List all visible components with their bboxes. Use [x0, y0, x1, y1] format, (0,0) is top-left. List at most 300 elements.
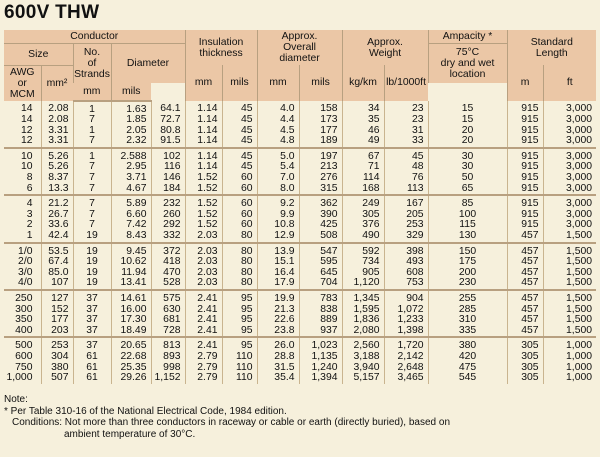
table-cell: 21.2: [41, 195, 73, 210]
table-cell: 12: [20, 124, 33, 136]
table-cell: 35.4: [257, 373, 299, 384]
table-cell: 300: [15, 303, 33, 315]
table-cell: 232: [151, 195, 185, 210]
table-cell: 3,000: [543, 184, 596, 196]
table-cell: 31.5: [257, 363, 299, 374]
table-cell: 595: [299, 257, 342, 268]
table-cell: 2.41: [185, 305, 222, 316]
table-cell: 48: [384, 162, 428, 173]
table-cell: 398: [384, 243, 428, 258]
table-cell: 704: [299, 278, 342, 290]
table-cell: 310: [428, 315, 507, 326]
table-cell: 42.4: [41, 231, 73, 243]
table-cell: 95: [222, 315, 257, 326]
table-cell: 85: [428, 195, 507, 210]
table-cell: 915: [507, 136, 543, 148]
table-cell: 7.42: [111, 220, 151, 231]
note-line-3: ambient temperature of 30°C.: [64, 428, 196, 440]
table-cell: 600: [15, 350, 33, 362]
table-cell: 608: [384, 268, 428, 279]
table-cell: 80: [222, 257, 257, 268]
table-cell: 493: [384, 257, 428, 268]
table-cell: 1,500: [543, 315, 596, 326]
table-cell: 2.79: [185, 352, 222, 363]
table-cell: 457: [507, 243, 543, 258]
table-cell: 17.9: [257, 278, 299, 290]
table-cell: 95: [222, 305, 257, 316]
table-cell: 3,940: [342, 363, 384, 374]
table-cell: 1.14: [185, 148, 222, 163]
table-cell: 305: [507, 363, 543, 374]
table-cell: 22.6: [257, 315, 299, 326]
table-cell: 19: [73, 268, 111, 279]
table-cell: 100: [428, 210, 507, 221]
table-cell: 1,500: [543, 326, 596, 338]
table-cell: 3,000: [543, 101, 596, 116]
table-cell: 305: [507, 352, 543, 363]
table-cell: 17.30: [111, 315, 151, 326]
table-cell: 45: [222, 162, 257, 173]
table-cell: 1,135: [299, 352, 342, 363]
table-cell: 1,500: [543, 268, 596, 279]
table-cell: 45: [222, 136, 257, 148]
table-cell: 915: [507, 115, 543, 126]
table-row: [4, 373, 596, 384]
table-cell: 158: [299, 101, 342, 116]
table-row: [4, 243, 596, 258]
table-row: [4, 136, 596, 148]
table-cell: 470: [151, 268, 185, 279]
table-cell: 3,000: [543, 126, 596, 137]
table-cell: 249: [342, 195, 384, 210]
note-label: Note:: [4, 394, 28, 405]
table-cell: 418: [151, 257, 185, 268]
table-cell: 67.4: [41, 257, 73, 268]
table-cell: 1,394: [299, 373, 342, 384]
table-cell: 110: [222, 352, 257, 363]
table-cell: 102: [151, 148, 185, 163]
table-cell: 6: [26, 182, 33, 194]
table-cell: 3.71: [111, 173, 151, 184]
table-cell: 95: [222, 290, 257, 305]
table-cell: 61: [73, 373, 111, 384]
table-cell: 2.41: [185, 315, 222, 326]
table-cell: 276: [299, 173, 342, 184]
table-cell: 1/0: [4, 243, 41, 258]
table-cell: 2,560: [342, 337, 384, 352]
table-cell: 1.14: [185, 115, 222, 126]
table-cell: 3.31: [41, 126, 73, 137]
table-cell: 5.89: [111, 195, 151, 210]
table-cell: 5.26: [41, 148, 73, 163]
table-cell: 305: [507, 373, 543, 384]
table-cell: 681: [151, 315, 185, 326]
table-cell: 175: [428, 257, 507, 268]
table-cell: 457: [507, 326, 543, 338]
table-cell: 372: [151, 243, 185, 258]
table-cell: 380: [41, 363, 73, 374]
table-cell: 46: [342, 126, 384, 137]
table-cell: 25.35: [111, 363, 151, 374]
table-cell: 28.8: [257, 352, 299, 363]
table-cell: 915: [507, 126, 543, 137]
table-cell: 425: [299, 220, 342, 231]
table-cell: 21.3: [257, 305, 299, 316]
table-cell: 22.68: [111, 352, 151, 363]
table-cell: 1,023: [299, 337, 342, 352]
table-cell: 7: [73, 220, 111, 231]
table-cell: 7: [73, 173, 111, 184]
table-cell: 915: [507, 148, 543, 163]
table-cell: 53.5: [41, 243, 73, 258]
table-row: [4, 326, 596, 338]
table-cell: 420: [428, 352, 507, 363]
table-row: [4, 278, 596, 290]
table-cell: 1,345: [342, 290, 384, 305]
table-cell: 3: [26, 208, 33, 220]
table-cell: 45: [222, 126, 257, 137]
table-cell: 645: [299, 268, 342, 279]
length-header: Standard Length: [507, 30, 596, 65]
table-cell: 9.2: [257, 195, 299, 210]
table-cell: 1.85: [111, 115, 151, 126]
table-cell: 783: [299, 290, 342, 305]
table-cell: 1,152: [151, 373, 185, 384]
awg-header: AWG or MCM: [4, 65, 41, 101]
table-cell: 500: [4, 337, 41, 352]
table-cell: 13.9: [257, 243, 299, 258]
table-cell: 15: [428, 101, 507, 116]
table-cell: 1,500: [543, 290, 596, 305]
table-cell: 528: [151, 278, 185, 290]
table-cell: 753: [384, 278, 428, 290]
kgkm-header: kg/km: [342, 65, 384, 101]
table-cell: 8.37: [41, 173, 73, 184]
overall-diameter-header: Approx. Overall diameter: [257, 30, 342, 65]
table-cell: 893: [151, 352, 185, 363]
table-cell: 10: [20, 161, 33, 173]
table-cell: 23: [384, 115, 428, 126]
table-cell: 3/0: [18, 266, 33, 278]
table-cell: 1,500: [543, 231, 596, 243]
table-cell: 60: [222, 220, 257, 231]
table-cell: 915: [507, 184, 543, 196]
table-cell: 1,120: [342, 278, 384, 290]
table-cell: 304: [41, 352, 73, 363]
table-row: [4, 352, 596, 363]
table-cell: 2.03: [185, 278, 222, 290]
table-cell: 1: [73, 101, 111, 116]
table-cell: 3,000: [543, 173, 596, 184]
table-cell: 20: [428, 126, 507, 137]
table-cell: 1.52: [185, 184, 222, 196]
table-cell: 7: [73, 195, 111, 210]
table-cell: 168: [342, 184, 384, 196]
table-cell: 19: [73, 257, 111, 268]
table-cell: 457: [507, 231, 543, 243]
table-cell: 545: [428, 373, 507, 384]
ins-mm-header: mm: [185, 65, 222, 101]
table-cell: 45: [384, 148, 428, 163]
table-cell: 3,000: [543, 195, 596, 210]
table-cell: 1,720: [384, 337, 428, 352]
table-row: [4, 101, 596, 116]
table-cell: 2.08: [41, 101, 73, 116]
table-cell: 10.62: [111, 257, 151, 268]
table-cell: 200: [428, 268, 507, 279]
table-cell: 380: [428, 337, 507, 352]
table-cell: 65: [428, 184, 507, 196]
table-cell: 34: [342, 101, 384, 116]
table-cell: 76: [384, 173, 428, 184]
table-cell: 630: [151, 305, 185, 316]
table-cell: 60: [222, 173, 257, 184]
table-cell: 205: [384, 210, 428, 221]
table-cell: 146: [151, 173, 185, 184]
table-cell: 4.67: [111, 184, 151, 196]
table-cell: 335: [428, 326, 507, 338]
table-cell: 8: [26, 172, 33, 184]
table-cell: 400: [15, 324, 33, 336]
table-cell: 1,233: [384, 315, 428, 326]
note-line-1: * Per Table 310-16 of the National Electrical Code, 1984 edition.: [4, 405, 287, 417]
table-cell: 64.1: [151, 101, 185, 116]
table-cell: 2.41: [185, 337, 222, 352]
table-cell: 1.14: [185, 136, 222, 148]
table-cell: 2,080: [342, 326, 384, 338]
table-cell: 15: [428, 115, 507, 126]
table-cell: 150: [428, 243, 507, 258]
table-cell: 116: [151, 162, 185, 173]
table-cell: 127: [41, 290, 73, 305]
table-cell: 332: [151, 231, 185, 243]
table-cell: 1.14: [185, 126, 222, 137]
table-cell: 457: [507, 268, 543, 279]
table-cell: 315: [299, 184, 342, 196]
table-cell: 915: [507, 101, 543, 116]
table-cell: 1,500: [543, 305, 596, 316]
od-mils-header: mils: [299, 65, 342, 101]
table-cell: 12: [20, 135, 33, 147]
table-cell: 12.9: [257, 231, 299, 243]
table-cell: 2.588: [111, 148, 151, 163]
table-cell: 35: [342, 115, 384, 126]
table-cell: 3,000: [543, 148, 596, 163]
table-cell: 20.65: [111, 337, 151, 352]
table-cell: 80: [222, 243, 257, 258]
table-cell: 19: [73, 278, 111, 290]
table-cell: 2.41: [185, 326, 222, 338]
table-cell: 592: [342, 243, 384, 258]
table-cell: 2.03: [185, 231, 222, 243]
table-cell: 91.5: [151, 136, 185, 148]
page-title: 600V THW: [4, 2, 100, 23]
table-cell: 2.41: [185, 290, 222, 305]
table-cell: 37: [73, 337, 111, 352]
notes: [4, 394, 450, 440]
table-row: [4, 231, 596, 243]
table-cell: 197: [299, 148, 342, 163]
table-cell: 1.52: [185, 195, 222, 210]
table-cell: 9.9: [257, 210, 299, 221]
table-cell: 67: [342, 148, 384, 163]
table-cell: 61: [73, 352, 111, 363]
table-cell: 15.1: [257, 257, 299, 268]
table-cell: 45: [222, 101, 257, 116]
table-cell: 7: [73, 136, 111, 148]
table-cell: 20: [428, 136, 507, 148]
table-cell: 255: [428, 290, 507, 305]
table-cell: 1,000: [543, 337, 596, 352]
table-cell: 213: [299, 162, 342, 173]
table-cell: 813: [151, 337, 185, 352]
table-cell: 2.03: [185, 268, 222, 279]
table-cell: 3,188: [342, 352, 384, 363]
table-cell: 2.05: [111, 126, 151, 137]
table-cell: 60: [222, 184, 257, 196]
table-cell: 998: [151, 363, 185, 374]
table-cell: 37: [73, 290, 111, 305]
table-cell: 3,000: [543, 136, 596, 148]
strands-header: No. of Strands: [73, 44, 111, 83]
table-cell: 5.4: [257, 162, 299, 173]
table-cell: 3,465: [384, 373, 428, 384]
table-cell: 26.7: [41, 210, 73, 221]
table-cell: 905: [342, 268, 384, 279]
table-cell: 33.6: [41, 220, 73, 231]
table-cell: 10.8: [257, 220, 299, 231]
table-cell: 30: [428, 148, 507, 163]
table-cell: 5,157: [342, 373, 384, 384]
table-cell: 1,000: [543, 363, 596, 374]
ampacity-header: Ampacity *: [428, 30, 507, 44]
table-cell: 45: [222, 115, 257, 126]
table-cell: 230: [428, 278, 507, 290]
table-cell: 457: [507, 315, 543, 326]
table-cell: 915: [507, 173, 543, 184]
table-cell: 29.26: [111, 373, 151, 384]
table-row: [4, 195, 596, 210]
table-cell: 4.4: [257, 115, 299, 126]
table-cell: 457: [507, 257, 543, 268]
table-cell: 2.79: [185, 363, 222, 374]
table-cell: 253: [384, 220, 428, 231]
table-cell: 507: [41, 373, 73, 384]
table-cell: 376: [342, 220, 384, 231]
table-cell: 95: [222, 337, 257, 352]
table-cell: 5.0: [257, 148, 299, 163]
table-cell: 80: [222, 231, 257, 243]
table-cell: 1.14: [185, 101, 222, 116]
table-cell: 937: [299, 326, 342, 338]
ampacity-sub-header: 75°C dry and wet location: [428, 44, 507, 83]
weight-header: Approx. Weight: [342, 30, 428, 65]
table-cell: 475: [428, 363, 507, 374]
table-cell: 292: [151, 220, 185, 231]
table-cell: 1.52: [185, 220, 222, 231]
table-cell: 45: [222, 148, 257, 163]
table-cell: 838: [299, 305, 342, 316]
table-cell: 1,000: [6, 372, 33, 384]
table-cell: 285: [428, 305, 507, 316]
table-cell: 7: [73, 210, 111, 221]
table-cell: 490: [342, 231, 384, 243]
table-cell: 85.0: [41, 268, 73, 279]
table-cell: 130: [428, 231, 507, 243]
table-cell: 750: [15, 361, 33, 373]
table-cell: 37: [73, 315, 111, 326]
table-cell: 203: [41, 326, 73, 338]
table-cell: 19: [73, 243, 111, 258]
table-cell: 329: [384, 231, 428, 243]
table-cell: 4.0: [257, 101, 299, 116]
table-cell: 1,500: [543, 257, 596, 268]
table-cell: 14: [20, 103, 33, 114]
dia-mils-header: mils: [111, 83, 151, 101]
table-cell: 1.52: [185, 173, 222, 184]
diameter-header: Diameter: [111, 44, 185, 83]
table-cell: 390: [299, 210, 342, 221]
table-cell: 50: [428, 173, 507, 184]
table-cell: 7.0: [257, 173, 299, 184]
table-cell: 2.08: [41, 115, 73, 126]
table-cell: 184: [151, 184, 185, 196]
table-cell: 31: [384, 126, 428, 137]
table-cell: 16.4: [257, 268, 299, 279]
table-cell: 362: [299, 195, 342, 210]
table-cell: 71: [342, 162, 384, 173]
m-header: m: [507, 65, 543, 101]
table-cell: 253: [41, 337, 73, 352]
table-cell: 61: [73, 363, 111, 374]
table-cell: 4/0: [18, 277, 33, 289]
table-cell: 1,836: [342, 315, 384, 326]
table-cell: 457: [507, 278, 543, 290]
table-cell: 107: [41, 278, 73, 290]
table-cell: 23: [384, 101, 428, 116]
table-cell: 1,500: [543, 278, 596, 290]
table-cell: 2.79: [185, 373, 222, 384]
table-cell: 19.9: [257, 290, 299, 305]
table-cell: 734: [342, 257, 384, 268]
table-cell: 95: [222, 326, 257, 338]
table-cell: 173: [299, 115, 342, 126]
table-cell: 1.63: [111, 101, 151, 116]
table-cell: 1.52: [185, 210, 222, 221]
table-cell: 177: [299, 126, 342, 137]
table-cell: 189: [299, 136, 342, 148]
table-cell: 14.61: [111, 290, 151, 305]
table-body: [4, 101, 596, 384]
table-row: [4, 148, 596, 163]
table-cell: 1,072: [384, 305, 428, 316]
table-cell: 904: [384, 290, 428, 305]
table-cell: 3,000: [543, 115, 596, 126]
table-cell: 115: [428, 220, 507, 231]
table-cell: 80.8: [151, 126, 185, 137]
table-cell: 6.60: [111, 210, 151, 221]
table-cell: 3.31: [41, 136, 73, 148]
note-line-2: Conditions: Not more than three conductors in raceway or cable or earth (directly buried), based on: [12, 417, 451, 428]
table-cell: 13.41: [111, 278, 151, 290]
table-cell: 72.7: [151, 115, 185, 126]
table-cell: 110: [222, 373, 257, 384]
table-cell: 80: [222, 268, 257, 279]
table-cell: 49: [342, 136, 384, 148]
table-cell: 2.03: [185, 243, 222, 258]
mm2-header: mm²: [41, 65, 73, 101]
table-cell: 9.45: [111, 243, 151, 258]
